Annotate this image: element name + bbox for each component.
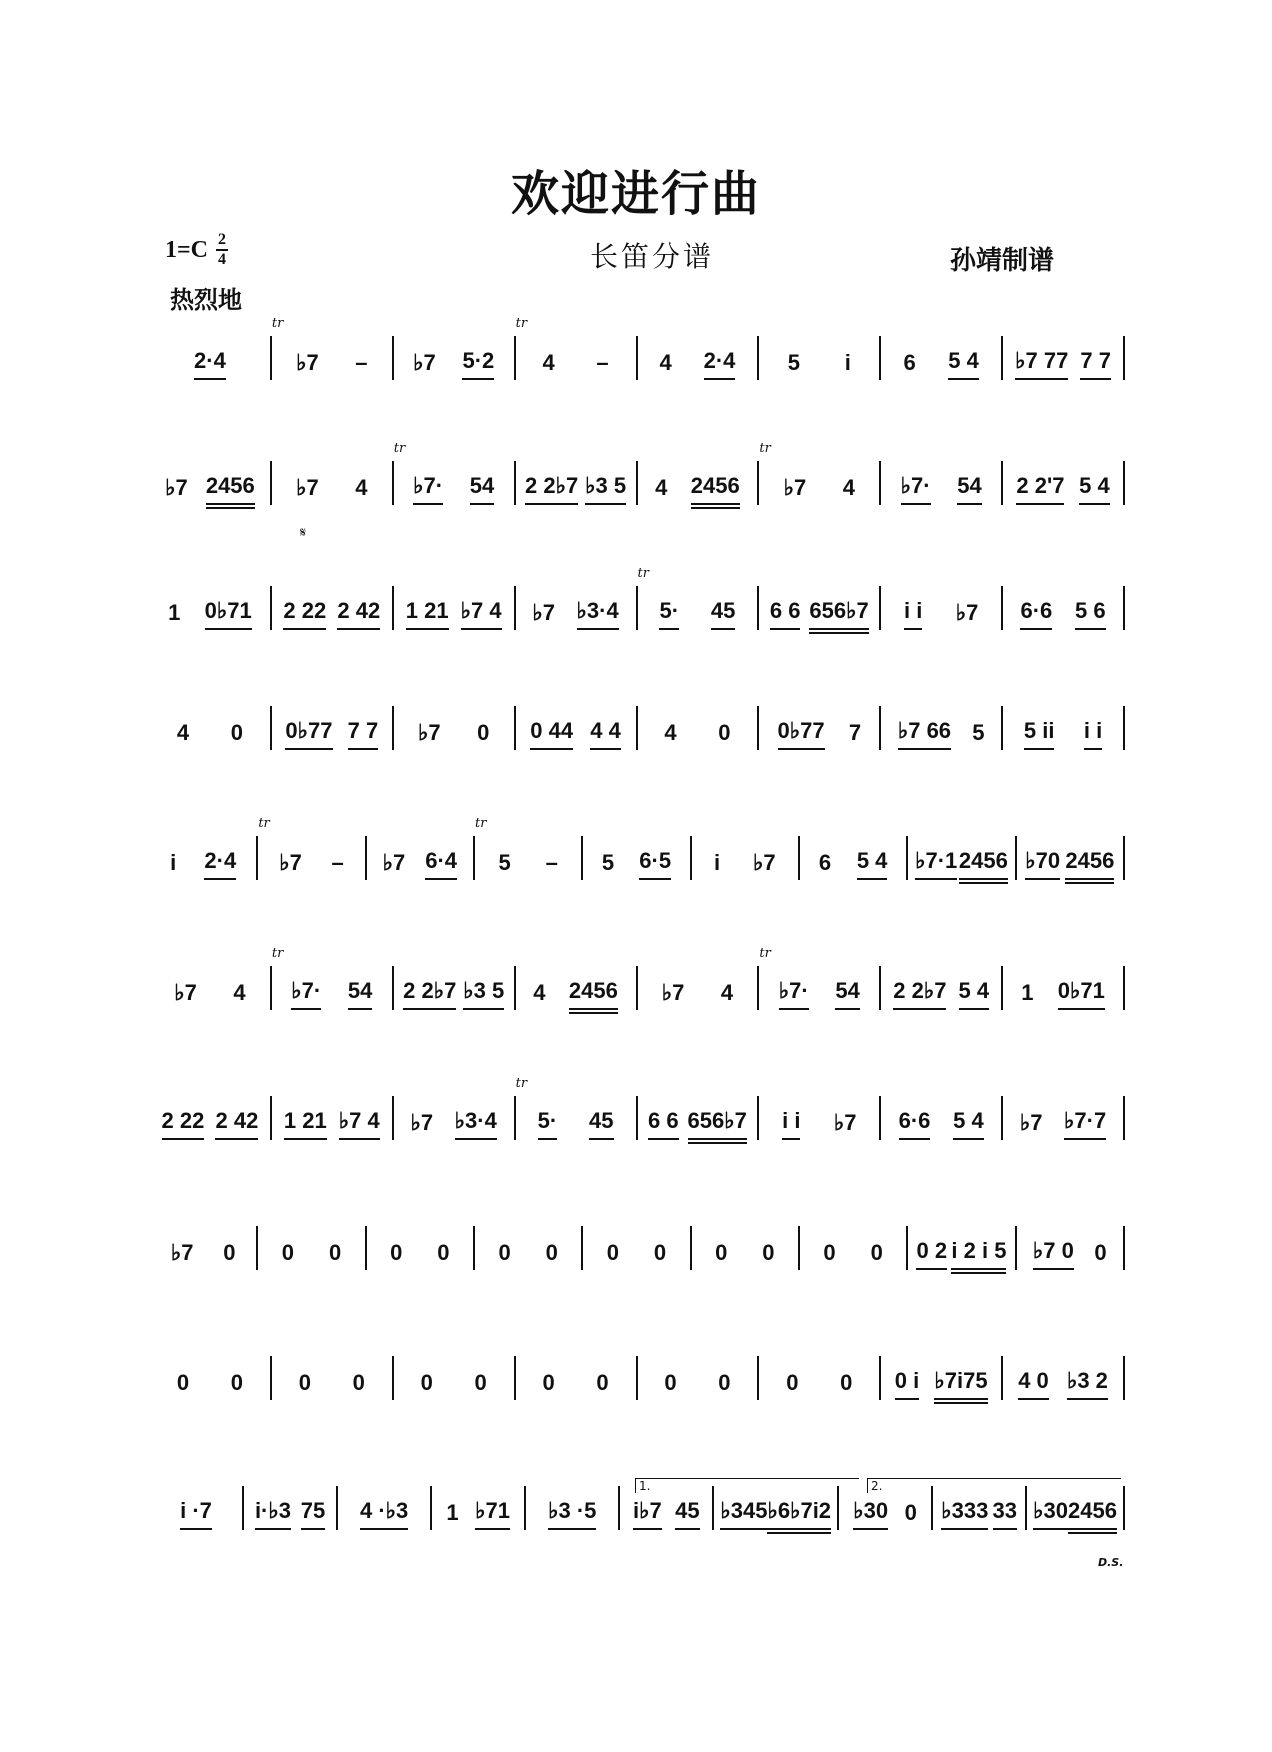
measure — [906, 836, 1014, 880]
note-group: 0 — [1094, 1240, 1107, 1265]
note-group: ♭7· — [291, 978, 321, 1010]
note-group: ♭3 2 — [1067, 1368, 1108, 1400]
note-group: 4 ·♭3 — [360, 1498, 408, 1530]
measure — [879, 706, 1001, 750]
note-group: 5 — [787, 350, 800, 375]
note-group: ♭7 — [833, 1110, 857, 1135]
measure — [150, 330, 270, 380]
note-group: 0 — [653, 1240, 667, 1265]
note-group: ♭7 — [296, 475, 319, 500]
note-group: 4 — [664, 720, 677, 745]
note-group: ♭7· — [413, 473, 443, 505]
note-group: 0 — [230, 720, 244, 745]
note-group: 2456 — [1068, 1498, 1117, 1530]
note-group: 0♭77 — [285, 718, 332, 750]
note-group: 0 — [664, 1370, 677, 1395]
note-group: 0 — [281, 1240, 295, 1265]
note-group: 0♭71 — [1058, 978, 1105, 1010]
note-group: ♭71 — [475, 1498, 510, 1530]
note-group: ♭7 — [410, 1110, 434, 1135]
note-group: ♭70 — [1025, 848, 1060, 880]
measure — [879, 1096, 1001, 1140]
measure — [430, 1486, 524, 1530]
note-group: 0 — [762, 1240, 775, 1265]
note-group: ♭3 5 — [463, 978, 504, 1010]
note-group: 2456 — [206, 473, 255, 505]
measure — [150, 1220, 256, 1270]
note-group: 0♭71 — [205, 598, 252, 630]
measure — [150, 580, 270, 630]
note-group: 1 21 — [284, 1108, 327, 1140]
note-group: 0 — [390, 1240, 403, 1265]
note-group: i i — [904, 598, 922, 630]
measure — [757, 946, 879, 1010]
measure — [473, 816, 581, 880]
note-group: 5 4 — [959, 978, 990, 1010]
note-group: 656♭7 — [688, 1108, 747, 1140]
note-group: ♭7 — [532, 600, 556, 625]
note-group: 4 — [176, 720, 190, 745]
trill-mark: tr — [393, 441, 406, 456]
note-group: ♭7 77 — [1015, 348, 1068, 380]
note-group: 0 — [718, 720, 731, 745]
note-group: i·♭3 — [255, 1498, 291, 1530]
measure — [150, 830, 256, 880]
note-group: – — [545, 850, 558, 875]
note-group: 0 — [223, 1240, 236, 1265]
note-group: 0 — [870, 1240, 883, 1265]
note-group: 6·5 — [639, 848, 671, 880]
note-group: ♭7· — [901, 473, 931, 505]
note-group: 54 — [835, 978, 859, 1010]
note-group: 6 — [903, 350, 916, 375]
measure — [879, 336, 1001, 380]
trill-mark: tr — [271, 316, 284, 331]
note-group: ♭3·4 — [455, 1108, 497, 1140]
note-group: i 2 i 5 — [951, 1238, 1006, 1270]
note-group: 0♭77 — [778, 718, 825, 750]
measure — [690, 836, 798, 880]
note-group: ♭3·4 — [577, 598, 619, 630]
note-group: ♭7· — [779, 978, 809, 1010]
measure — [1001, 1356, 1125, 1400]
trill-mark: tr — [515, 316, 528, 331]
volta-second-ending: 2. — [867, 1478, 1121, 1493]
note-group: ♭7 — [296, 350, 319, 375]
key-label: 1=C — [165, 236, 209, 263]
note-group: i♭7 — [633, 1498, 662, 1530]
note-group: 1 — [1021, 980, 1034, 1005]
note-group: 0 — [474, 1370, 487, 1395]
note-group: i — [844, 350, 851, 375]
note-group: ♭7 4 — [461, 598, 502, 630]
staff-row — [150, 1076, 1125, 1140]
dal-segno-marking: D.S. — [1098, 1556, 1124, 1569]
note-group: ♭7·7 — [1064, 1108, 1106, 1140]
note-group: 4 — [720, 980, 734, 1005]
measure — [150, 700, 270, 750]
note-group: 2 2♭7 — [893, 978, 946, 1010]
note-group: 0 2 — [916, 1238, 947, 1270]
note-group: 0 — [230, 1370, 244, 1395]
note-group: ♭7 — [279, 850, 302, 875]
note-group: 0 — [840, 1370, 853, 1395]
measure — [757, 586, 879, 630]
tempo-marking: 热烈地 — [170, 286, 242, 314]
note-group: ♭3 ·5 — [548, 1498, 596, 1530]
note-group: i ·7 — [180, 1498, 212, 1530]
measure — [514, 316, 636, 380]
note-group: 75 — [301, 1498, 325, 1530]
note-group: 2 42 — [337, 598, 380, 630]
measure — [514, 461, 636, 505]
measure — [392, 441, 514, 505]
note-group: ♭345 — [720, 1498, 767, 1530]
measure — [636, 1356, 758, 1400]
staff-row — [150, 316, 1125, 380]
note-group: 5 — [972, 720, 985, 745]
note-group: 54 — [470, 473, 494, 505]
measure — [336, 1486, 430, 1530]
measure — [150, 1480, 242, 1530]
note-group: 54 — [348, 978, 372, 1010]
note-group: 2456 — [959, 848, 1008, 880]
note-group: ♭7·1 — [915, 848, 957, 880]
note-group: 0 — [477, 720, 490, 745]
note-group: 4 — [542, 350, 555, 375]
measure — [1001, 1096, 1125, 1140]
measure — [581, 1226, 689, 1270]
measure — [270, 1356, 392, 1400]
note-group: 1 — [446, 1500, 459, 1525]
measure — [473, 1226, 581, 1270]
note-group: ♭7 — [165, 475, 188, 500]
staff-row — [150, 700, 1125, 750]
note-group: 45 — [711, 598, 735, 630]
note-group: ♭7 — [783, 475, 807, 500]
note-group: 4 — [655, 475, 668, 500]
note-group: ♭7 — [661, 980, 685, 1005]
measure — [1001, 706, 1125, 750]
note-group: 0 — [718, 1370, 731, 1395]
note-group: 4 — [842, 475, 855, 500]
measure — [270, 316, 392, 380]
measure — [879, 966, 1001, 1010]
staff-row — [150, 1350, 1125, 1400]
staff-row — [150, 566, 1125, 630]
note-group: 0 — [715, 1240, 728, 1265]
note-group: 5 4 — [953, 1108, 984, 1140]
note-group: 7 — [848, 720, 862, 745]
measure — [1001, 336, 1125, 380]
measure — [270, 461, 392, 505]
trill-mark: tr — [258, 816, 270, 831]
time-top: 2 — [218, 231, 227, 248]
note-group: 2·4 — [194, 348, 226, 380]
note-group: 2 42 — [215, 1108, 258, 1140]
note-group: 2·4 — [704, 348, 736, 380]
measure — [514, 966, 636, 1010]
note-group: ♭333 — [941, 1498, 988, 1530]
measure — [514, 1356, 636, 1400]
note-group: – — [331, 850, 344, 875]
note-group: 0 — [904, 1500, 917, 1525]
note-group: ♭3 5 — [585, 473, 626, 505]
note-group: 33 — [993, 1498, 1017, 1530]
measure — [150, 1090, 270, 1140]
note-group: 2 22 — [283, 598, 326, 630]
note-group: 7 7 — [348, 718, 379, 750]
note-group: ♭7 66 — [898, 718, 951, 750]
measure — [514, 1076, 636, 1140]
measure — [757, 441, 879, 505]
measure — [798, 1226, 906, 1270]
note-group: 5 4 — [1079, 473, 1110, 505]
measure — [392, 966, 514, 1010]
measure — [524, 1486, 618, 1530]
measure — [365, 1226, 473, 1270]
measure — [581, 836, 689, 880]
measure — [270, 946, 392, 1010]
measure — [392, 706, 514, 750]
note-group: 0 — [352, 1370, 365, 1395]
measure — [636, 461, 758, 505]
measure — [270, 706, 392, 750]
measure — [636, 706, 758, 750]
volta-first-ending: 1. — [635, 1478, 859, 1493]
note-group: 5·2 — [462, 348, 494, 380]
note-group: 6 — [818, 850, 832, 875]
measure — [757, 336, 879, 380]
staff-row — [150, 1220, 1125, 1270]
note-group: 2 22 — [162, 1108, 205, 1140]
note-group: 5· — [538, 1108, 558, 1140]
measure — [1001, 586, 1125, 630]
note-group: 5 4 — [857, 848, 888, 880]
note-group: 6 6 — [770, 598, 801, 630]
note-group: 0 — [176, 1370, 190, 1395]
note-group: 4 — [533, 980, 546, 1005]
note-group: 6·4 — [425, 848, 457, 880]
note-group: – — [596, 350, 609, 375]
note-group: 0 — [596, 1370, 609, 1395]
note-group: ♭7i75 — [934, 1368, 987, 1400]
note-group: i i — [782, 1108, 800, 1140]
trill-mark: tr — [759, 441, 771, 456]
note-group: 1 — [168, 600, 181, 625]
note-group: 0 — [420, 1370, 433, 1395]
measure — [514, 586, 636, 630]
note-group: 2 2'7 — [1016, 473, 1064, 505]
key-signature — [165, 232, 228, 268]
measure — [1001, 461, 1125, 505]
staff-row — [150, 816, 1125, 880]
time-bottom: 4 — [218, 251, 227, 268]
note-group: 1 21 — [406, 598, 449, 630]
note-group: 5 6 — [1075, 598, 1106, 630]
note-group: ♭6♭7i2 — [767, 1498, 831, 1530]
note-group: 2 2♭7 — [403, 978, 456, 1010]
measure — [1001, 966, 1125, 1010]
measure — [270, 1096, 392, 1140]
note-group: ♭7 — [418, 720, 441, 745]
measure — [242, 1486, 336, 1530]
staff-row — [150, 946, 1125, 1010]
note-group: 0 — [542, 1370, 555, 1395]
note-group: 0 — [437, 1240, 450, 1265]
measure — [1015, 836, 1125, 880]
measure — [879, 586, 1001, 630]
note-group: i — [170, 850, 177, 875]
measure — [879, 1356, 1001, 1400]
note-group: ♭30 — [1033, 1498, 1068, 1530]
note-group: 2456 — [691, 473, 740, 505]
measure — [256, 816, 364, 880]
note-group: ♭7 — [174, 980, 197, 1005]
note-group: 4 — [355, 475, 368, 500]
note-group: 0 44 — [530, 718, 573, 750]
measure — [636, 966, 758, 1010]
measure — [1015, 1226, 1125, 1270]
measure — [906, 1226, 1014, 1270]
measure — [636, 1096, 758, 1140]
note-group: 2·4 — [204, 848, 236, 880]
measure — [757, 706, 879, 750]
trill-mark: tr — [637, 566, 649, 581]
trill-mark: tr — [271, 946, 284, 961]
measure — [150, 960, 270, 1010]
note-group: 0 — [545, 1240, 558, 1265]
note-group: 7 7 — [1080, 348, 1111, 380]
note-group: 4 0 — [1018, 1368, 1049, 1400]
note-group: i — [714, 850, 721, 875]
measure — [636, 566, 758, 630]
note-group: ♭7 — [955, 600, 979, 625]
note-group: 54 — [957, 473, 981, 505]
note-group: 45 — [589, 1108, 613, 1140]
time-signature — [216, 232, 228, 268]
note-group: 5· — [659, 598, 679, 630]
note-group: 0 — [298, 1370, 311, 1395]
note-group: 6 6 — [648, 1108, 679, 1140]
measure — [392, 586, 514, 630]
measure — [256, 1226, 364, 1270]
segno-sign: 𝄋 — [300, 525, 307, 541]
measure — [798, 836, 906, 880]
arranger-credit: 孙靖制谱 — [950, 246, 1055, 276]
measure — [270, 586, 392, 630]
note-group: ♭7 — [382, 850, 406, 875]
measure — [392, 336, 514, 380]
note-group: 6·6 — [899, 1108, 931, 1140]
note-group: 5 — [498, 850, 511, 875]
note-group: – — [355, 350, 368, 375]
note-group: ♭7 0 — [1033, 1238, 1074, 1270]
note-group: ♭7 — [1019, 1110, 1043, 1135]
note-group: 4 4 — [590, 718, 621, 750]
note-group: 0 — [328, 1240, 342, 1265]
note-group: ♭7 — [170, 1240, 194, 1265]
note-group: 0 i — [895, 1368, 919, 1400]
note-group: i i — [1084, 718, 1102, 750]
staff-row — [150, 441, 1125, 505]
note-group: ♭30 — [853, 1498, 888, 1530]
note-group: 2 2♭7 — [525, 473, 578, 505]
note-group: 4 — [659, 350, 672, 375]
note-group: 45 — [675, 1498, 699, 1530]
note-group: 656♭7 — [809, 598, 868, 630]
note-group: 2456 — [1065, 848, 1114, 880]
note-group: 0 — [498, 1240, 511, 1265]
measure — [757, 1356, 879, 1400]
note-group: 0 — [823, 1240, 836, 1265]
measure — [392, 1096, 514, 1140]
measure — [392, 1356, 514, 1400]
note-group: ♭7 — [413, 350, 436, 375]
measure — [879, 461, 1001, 505]
measure — [757, 1096, 879, 1140]
measure — [365, 836, 473, 880]
note-group: 6·6 — [1020, 598, 1052, 630]
note-group: 5 ii — [1024, 718, 1055, 750]
note-group: ♭7 — [752, 850, 776, 875]
note-group: 0 — [786, 1370, 799, 1395]
trill-mark: tr — [515, 1076, 528, 1091]
note-group: 0 — [606, 1240, 620, 1265]
measure — [514, 706, 636, 750]
note-group: 5 — [601, 850, 615, 875]
part-subtitle: 长笛分谱 — [590, 240, 715, 273]
note-group: ♭7 4 — [339, 1108, 380, 1140]
page-title: 欢迎进行曲 — [510, 166, 761, 222]
trill-mark: tr — [759, 946, 771, 961]
trill-mark: tr — [474, 816, 487, 831]
measure — [150, 455, 270, 505]
measure — [636, 336, 758, 380]
note-group: 5 4 — [948, 348, 979, 380]
measure — [690, 1226, 798, 1270]
measure — [150, 1350, 270, 1400]
note-group: 4 — [233, 980, 246, 1005]
note-group: 2456 — [569, 978, 618, 1010]
